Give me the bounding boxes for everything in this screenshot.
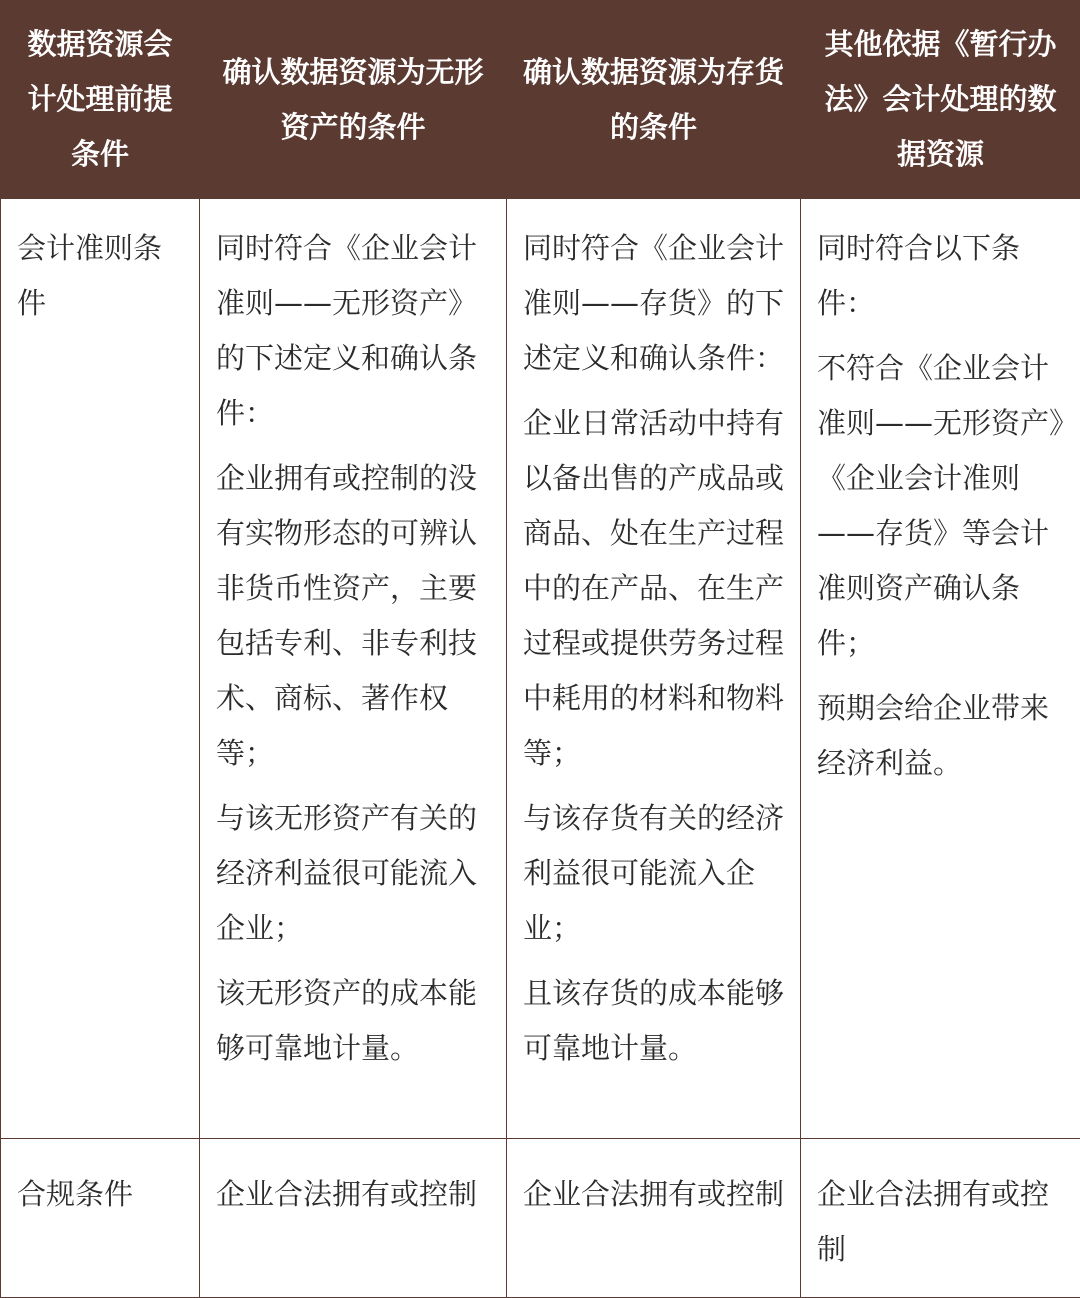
cell-paragraph: 与该存货有关的经济利益很可能流入企业； (523, 791, 784, 956)
row-label-cell: 会计准则条件 (1, 199, 200, 1139)
cell-paragraph: 与该无形资产有关的经济利益很可能流入企业； (216, 791, 490, 956)
header-inventory: 确认数据资源为存货的条件 (507, 1, 801, 199)
header-precondition: 数据资源会计处理前提条件 (1, 1, 200, 199)
cell-paragraph: 不符合《企业会计准则——无形资产》《企业会计准则——存货》等会计准则资产确认条件； (817, 341, 1064, 671)
cell-paragraph: 企业合法拥有或控制 (216, 1167, 490, 1222)
cell-paragraph: 同时符合《企业会计准则——存货》的下述定义和确认条件： (523, 221, 784, 386)
header-intangible-asset: 确认数据资源为无形资产的条件 (200, 1, 507, 199)
row-label-cell: 合规条件 (1, 1139, 200, 1298)
table-row-accounting-standards (1, 199, 1080, 1139)
table-row-compliance (1, 1139, 1080, 1298)
intangible-compliance-cell (200, 1139, 507, 1298)
cell-paragraph: 企业拥有或控制的没有实物形态的可辨认非货币性资产，主要包括专利、非专利技术、商标、著作权等； (216, 451, 490, 781)
header-other: 其他依据《暂行办法》会计处理的数据资源 (801, 1, 1080, 199)
cell-paragraph: 同时符合以下条件： (817, 221, 1064, 331)
other-conditions-cell (801, 199, 1080, 1139)
cell-paragraph: 且该存货的成本能够可靠地计量。 (523, 966, 784, 1076)
cell-paragraph: 企业合法拥有或控制 (523, 1167, 784, 1222)
cell-paragraph: 企业合法拥有或控制 (817, 1167, 1064, 1277)
inventory-conditions-cell (507, 199, 801, 1139)
other-compliance-cell (801, 1139, 1080, 1298)
cell-paragraph: 预期会给企业带来经济利益。 (817, 681, 1064, 791)
cell-paragraph: 同时符合《企业会计准则——无形资产》的下述定义和确认条件： (216, 221, 490, 441)
cell-paragraph: 该无形资产的成本能够可靠地计量。 (216, 966, 490, 1076)
cell-paragraph: 企业日常活动中持有以备出售的产成品或商品、处在生产过程中的在产品、在生产过程或提供劳务过程中耗用的材料和物料等； (523, 396, 784, 781)
inventory-compliance-cell (507, 1139, 801, 1298)
intangible-conditions-cell (200, 199, 507, 1139)
table-header-row (1, 1, 1080, 199)
